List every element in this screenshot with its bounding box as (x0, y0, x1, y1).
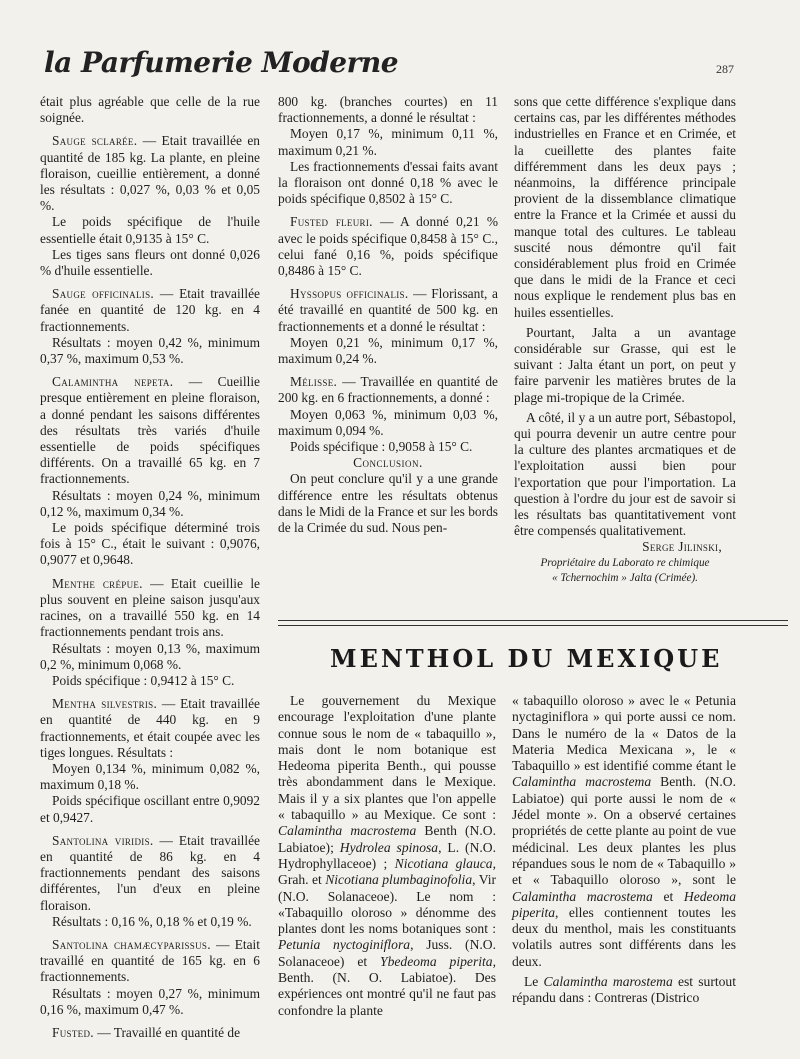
entry-heading: Calamintha nepeta. (52, 374, 174, 390)
text-span: , Juss. (N.O. Solanaceoe) et (278, 937, 496, 969)
entry-heading: Menthe crépue. (52, 575, 143, 591)
paragraph: 800 kg. (branches courtes) en 11 fractionnements, a donné le résultat : (278, 94, 498, 126)
entry-text: — A donné 0,21 % avec le poids spécifique 0,8458 à 15° C., celui fané 0,16 %, poids spécifique 0,8486 à 15° C. (278, 214, 498, 279)
entry-text: — Travaillée en quantité de 200 kg. en 6 fractionnements, a donné : (278, 374, 498, 406)
entry-calamintha (40, 374, 260, 487)
species-name: Ybedeoma piperita (380, 953, 493, 969)
results: Moyen 0,134 %, minimum 0,082 %, maximum 0,18 %. (40, 760, 260, 793)
article-column-right (512, 693, 736, 1007)
entry-heading: Mélisse. (290, 374, 338, 390)
species-name: Calamintha marostema (543, 974, 673, 990)
paragraph (278, 693, 496, 1019)
species-name: Calamintha macrostema (512, 888, 653, 904)
results: Résultats : moyen 0,24 %, minimum 0,12 %, maximum 0,34 %. (40, 487, 260, 519)
entry-hyssopus (278, 286, 498, 335)
entry-heading: Hyssopus officinalis. (290, 286, 409, 302)
species-name: Petunia nyctoginiflora (278, 937, 411, 953)
paragraph: Poids spécifique : 0,9412 à 15° C. (52, 672, 235, 688)
entry-heading: Sauge officinalis. (52, 286, 155, 302)
entry-santolina-viridis (40, 833, 260, 914)
species-name: Calamintha macrostema (278, 823, 417, 839)
paragraph: Poids spécifique : 0,9058 à 15° C. (290, 439, 473, 455)
entry-sauge-officinalis (40, 286, 260, 335)
paragraph: Pourtant, Jalta a un avantage considérable sur Grasse, qui est le suivant : Jalta étant un port, on peut y faire parvenir les matières brutes de la plage mi-tropique de la Crimée. (514, 324, 736, 405)
entry-text: — Cueillie presque entièrement en pleine floraison, a donné pendant les saisons différentes des résultats très variés d'huile essentielle de poids spécifiques différents. On a travaillé 65 kg. en 7 fractionnements. (40, 374, 261, 487)
entry-menthe-crepue (40, 576, 260, 641)
section-heading-conclusion: Conclusion. (353, 455, 423, 471)
paragraph: Les fractionnements d'essai faits avant la floraison ont donné 0,18 % avec le poids spécifique 0,8502 à 15° C. (278, 158, 498, 207)
separator-rule (278, 625, 788, 626)
paragraph: Le poids spécifique de l'huile essentielle était 0,9135 à 15° C. (40, 214, 260, 246)
paragraph (512, 974, 736, 1007)
author-signature (514, 539, 736, 555)
entry-text: — Travaillé en quantité de (93, 1024, 241, 1040)
text-span: , Grah. et (278, 855, 496, 888)
article-title: MENTHOL DU MEXIQUE (330, 644, 723, 673)
results: Moyen 0,063 %, minimum 0,03 %, maximum 0,094 %. (278, 406, 498, 438)
text-span: est surtout répandu dans : Contreras (Districo (512, 974, 736, 1006)
entry-mentha-silvestris (40, 696, 260, 761)
text-span: et (652, 888, 684, 904)
author-affiliation-2: « Tchernochim » Jalta (Crimée). (552, 571, 698, 584)
results: Résultats : 0,16 %, 0,18 % et 0,19 %. (52, 913, 252, 929)
entry-text: — Etait travaillée en quantité de 86 kg. en 4 fractionnements pendant des saisons différentes, l'un d'eux en pleine floraison. (40, 832, 261, 913)
page-number: 287 (716, 62, 734, 76)
entry-melisse (278, 374, 498, 406)
paragraph: Poids spécifique oscillant entre 0,9092 et 0,9427. (40, 793, 260, 825)
text-span: , L. (N.O. Hydrophyllaceoe) ; (278, 839, 496, 871)
entry-sauge-sclaree (40, 133, 260, 214)
entry-fusted-fleuri (278, 214, 498, 279)
paragraph: sons que cette différence s'explique dans certains cas, par les différentes méthodes industrielles en France et en Crimée, et la cueillette des plantes faite différemment dans les deux pays ; néanmoins, la différence principale provient de la dissemblance climatique entre la France et la Crimée et aussi du manque total des cultures. Le tableau suscité nous démontre qu'il fait considérablement plus froid en Crimée que dans le midi de la France et ceci nous explique le rendement plus bas en huiles essentielles. (514, 94, 736, 320)
entry-heading: Santolina chamæcyparissus. (52, 936, 211, 952)
entry-heading: Santolina viridis. (52, 832, 154, 848)
text-span: , elles contiennent toutes les deux du menthol, mais les constituants volatils autres sont différents dans les deux. (512, 904, 736, 969)
column-2 (278, 94, 498, 536)
entry-heading: Sauge sclarée. (52, 133, 138, 149)
author-affiliation-1: Propriétaire du Laborato re chimique (540, 556, 710, 569)
results: Moyen 0,17 %, minimum 0,11 %, maximum 0,21 %. (278, 126, 498, 158)
text-span: , Benth. (N. O. Labiatoe). Des expériences ont montré qu'il ne faut pas confondre la plante (278, 953, 497, 1018)
column-3 (514, 94, 736, 586)
text-span: Benth (N.O. Labiatoe); (278, 823, 496, 855)
entry-heading: Fusted fleuri. (290, 214, 373, 230)
results: Résultats : moyen 0,27 %, minimum 0,16 %, maximum 0,47 %. (40, 985, 260, 1017)
entry-fusted (40, 1025, 260, 1041)
paragraph: On peut conclure qu'il y a une grande différence entre les résultats obtenus dans le Midi de la France et sur les bords de la Crimée du sud. Nous pen- (278, 471, 498, 536)
entry-text: — Etait travaillée fanée en quantité de 120 kg. en 4 fractionnements. (40, 286, 260, 334)
entry-text: — Florissant, a été travaillé en quantité de 500 kg. en fractionnements et a donné le résultat : (278, 286, 498, 334)
author-name: Serge Jilinski, (642, 539, 722, 555)
entry-text: — Etait cueillie le plus souvent en pleine saison jusqu'aux racines, on a travaillé 550 kg. en 14 fractionnements pendant trois ans. (40, 575, 260, 640)
species-name: Calamintha macrostema (512, 774, 652, 790)
results: Moyen 0,21 %, minimum 0,17 %, maximum 0,24 %. (278, 334, 498, 367)
paragraph: était plus agréable que celle de la rue soignée. (40, 94, 260, 126)
species-name: Nicotiana plumbaginofolia (325, 872, 473, 888)
entry-heading: Mentha silvestris. (52, 696, 158, 712)
separator-rule (278, 620, 788, 621)
entry-text: — Etait travaillé en quantité de 165 kg. en 6 fractionnements. (40, 936, 260, 985)
species-name: Hydrolea spinosa (339, 839, 439, 855)
entry-santolina-chamaecyparissus (40, 937, 260, 986)
species-name: Nicotiana glauca (394, 855, 493, 871)
text-span: « tabaquillo oloroso » avec le « Petunia nyctaginiflora » qui porte aussi ce nom. Dans le numéro de la « Datos de la Materia Medica Mexicana », le « Tabaquillo » est identifié comme étant le (512, 693, 736, 774)
article-column-left (278, 693, 496, 1019)
paragraph (512, 693, 736, 970)
text-span: , Vir (N.O. Solanaceoe). Le nom : «Tabaquillo oloroso » dénomme des plantes dont les noms botaniques sont : (278, 872, 496, 937)
entry-text: — Etait travaillée en quantité de 440 kg. en 9 fractionnements, et était coupée avec les tiges longues. Résultats : (40, 696, 260, 760)
paragraph: A côté, il y a un autre port, Sébastopol, qui pourra devenir un autre centre pour la culture des plantes arcmatiques et de l'exploitation aussi bien pour l'exportation que pour l'importation. La question à l'ordre du jour est de savoir si les résultats bas quantitativement vont être compensés qualitativement. (514, 409, 736, 539)
entry-heading: Fusted. (52, 1024, 94, 1040)
masthead-logo: la Parfumerie Moderne (44, 46, 399, 79)
paragraph: Le poids spécifique déterminé trois fois à 15° C., était le suivant : 0,9076, 0,9077 et 0,9648. (40, 520, 260, 568)
text-span: Le (524, 974, 544, 990)
species-name: Hedeoma piperita (512, 888, 736, 920)
text-span: Benth. (N.O. Labiatoe) qui porte aussi le nom de « Jédel monte ». On a observé certaines propriétés de cette plante au point de vue médicinal. Les deux plantes les plus répandues sous le nom de « Tabaquillo » et « Tabaquillo oloroso », sont le (512, 774, 736, 888)
text-span: Le gouvernement du Mexique encourage l'exploitation d'une plante connue sous le nom de « tabaquillo », mais dont le nom botanique est Hedeoma piperita Benth., qui pousse très abondamment dans le Mexique. Mais il y a six plantes que l'on appelle « tabaquillo » au Mexique. Ce sont : (278, 693, 496, 823)
entry-text: — Etait travaillée en quantité de 185 kg. La plante, en pleine floraison, cueillie entièrement, a donné les résultats : 0,027 %, 0,03 % et 0,05 %. (40, 133, 261, 214)
results: Résultats : moyen 0,42 %, minimum 0,37 %, maximum 0,53 %. (40, 334, 260, 367)
column-1 (40, 94, 260, 1041)
results: Résultats : moyen 0,13 %, maximum 0,2 %, minimum 0,068 %. (40, 640, 260, 672)
paragraph: Les tiges sans fleurs ont donné 0,026 % d'huile essentielle. (40, 246, 260, 279)
